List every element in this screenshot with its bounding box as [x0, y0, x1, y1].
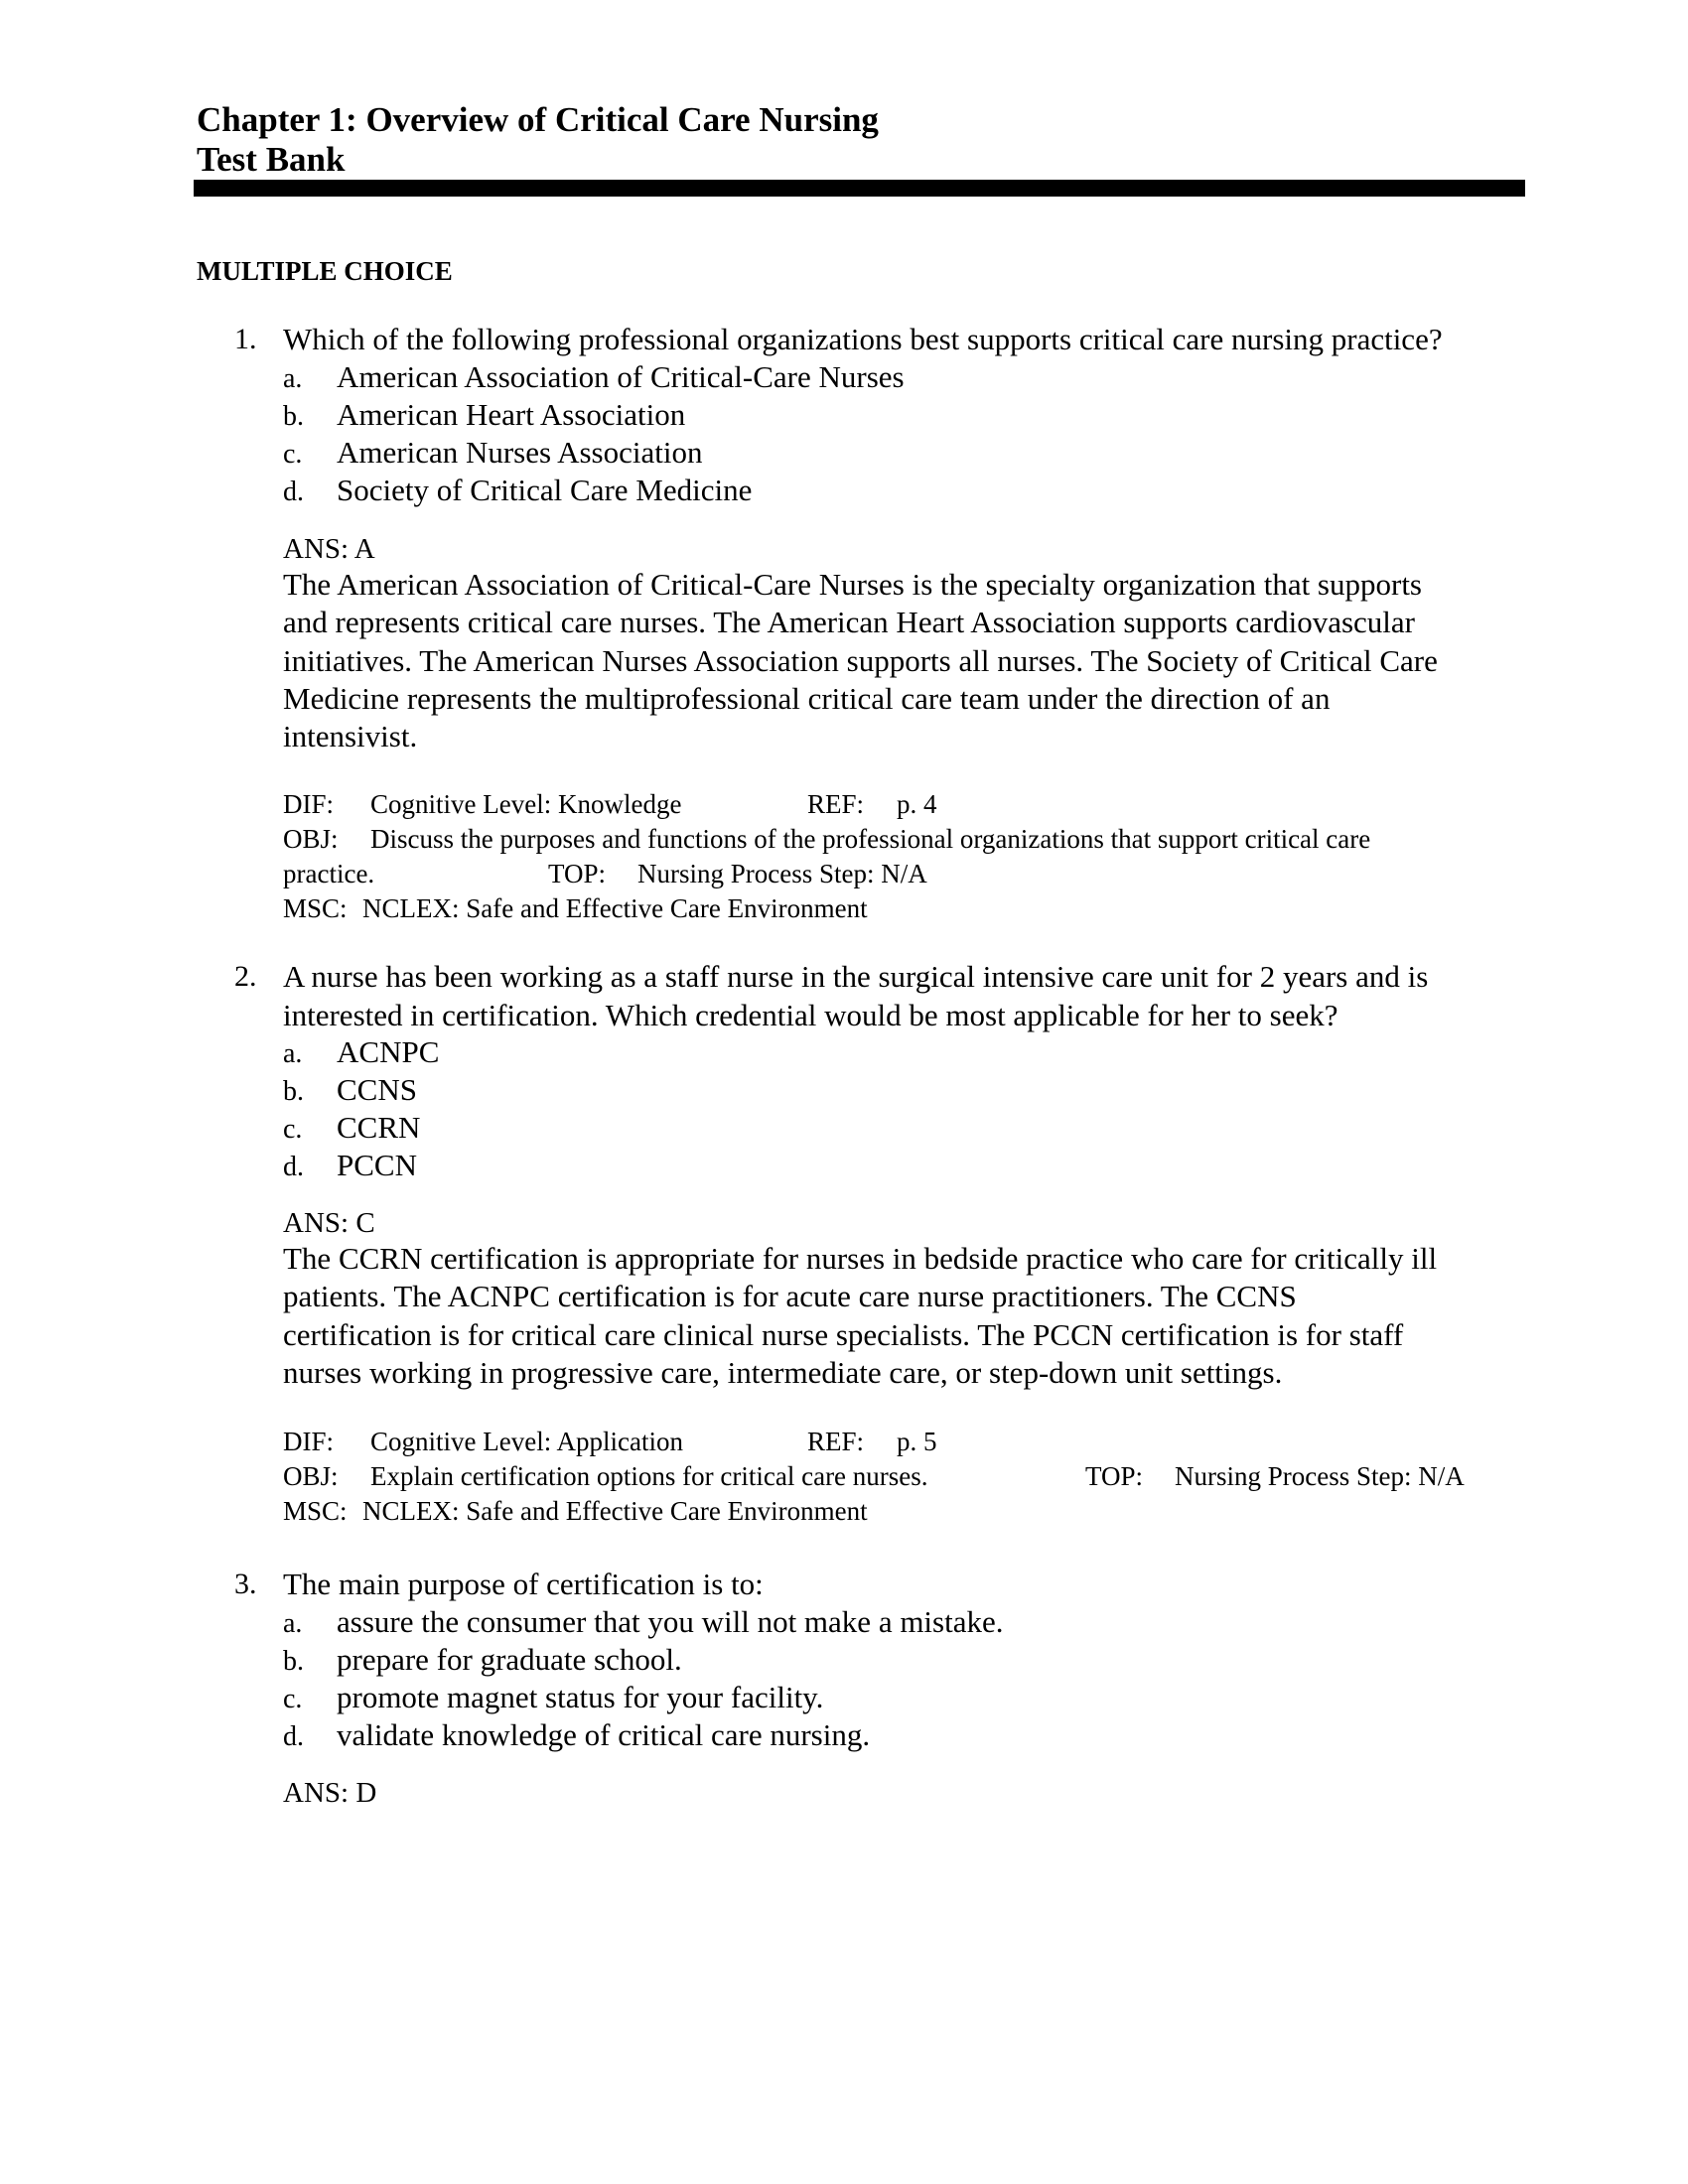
dif-label: DIF:	[283, 1427, 335, 1456]
msc-row	[283, 1494, 1534, 1529]
option-text: validate knowledge of critical care nursing.	[337, 1717, 871, 1752]
obj-row	[283, 1459, 1534, 1494]
option-text: assure the consumer that you will not make a mistake.	[337, 1604, 1004, 1639]
question-stem: Which of the following professional organizations best supports critical care nursing practice?	[283, 322, 1443, 356]
question-number: 3.	[234, 1568, 257, 1600]
option-c	[283, 434, 702, 474]
dif-value: Cognitive Level: Application	[370, 1427, 683, 1456]
rationale	[283, 566, 1524, 755]
option-a	[283, 1033, 439, 1073]
ref-label: REF:	[807, 1427, 865, 1456]
option-text: prepare for graduate school.	[337, 1642, 682, 1677]
obj-value: Discuss the purposes and functions of the professional organizations that support critical care	[370, 824, 1371, 854]
option-d	[283, 472, 752, 511]
option-c	[283, 1679, 823, 1718]
option-letter: d.	[283, 1152, 304, 1182]
option-d	[283, 1716, 870, 1756]
ref-label: REF:	[807, 789, 865, 819]
dif-row	[283, 1425, 1534, 1459]
option-text: American Nurses Association	[337, 435, 703, 470]
rationale-line: The CCRN certification is appropriate for nurses in bedside practice who care for critically ill	[283, 1241, 1438, 1276]
msc-label: MSC:	[283, 1496, 348, 1526]
rationale-line: patients. The ACNPC certification is for acute care nurse practitioners. The CCNS	[283, 1279, 1297, 1314]
top-label: TOP:	[1085, 1461, 1144, 1491]
rationale-line: certification is for critical care clinical nurse specialists. The PCCN certification is for staff	[283, 1316, 1404, 1352]
option-text: PCCN	[337, 1148, 417, 1182]
top-label: TOP:	[548, 859, 607, 888]
option-text: Society of Critical Care Medicine	[337, 473, 753, 507]
rationale-line: and represents critical care nurses. The American Heart Association supports cardiovascular	[283, 605, 1415, 640]
ref-value: p. 5	[897, 1427, 937, 1456]
stem-line: A nurse has been working as a staff nurse in the surgical intensive care unit for 2 years and is	[283, 959, 1429, 994]
test-bank-subtitle: Test Bank	[197, 140, 346, 179]
rationale-line: The American Association of Critical-Care Nurses is the specialty organization that supports	[283, 567, 1422, 602]
obj-row	[283, 822, 1534, 857]
option-letter: c.	[283, 1114, 303, 1145]
option-a	[283, 358, 905, 398]
msc-label: MSC:	[283, 893, 348, 923]
rationale	[283, 1240, 1524, 1392]
option-b	[283, 1071, 417, 1111]
header-divider	[194, 180, 1525, 197]
question-stem: The main purpose of certification is to:	[283, 1567, 764, 1601]
option-letter: b.	[283, 1076, 304, 1107]
option-text: American Association of Critical-Care Nurses	[337, 359, 905, 394]
dif-label: DIF:	[283, 789, 335, 819]
option-text: ACNPC	[337, 1034, 440, 1069]
obj-label: OBJ:	[283, 824, 339, 854]
answer-key: ANS: A	[283, 533, 375, 565]
option-text: CCNS	[337, 1072, 417, 1107]
question-metadata	[283, 787, 1534, 926]
option-letter: a.	[283, 1038, 303, 1069]
obj-top-row	[283, 857, 1534, 891]
obj-value-continued: practice.	[283, 859, 375, 888]
section-heading: MULTIPLE CHOICE	[197, 256, 453, 286]
option-text: American Heart Association	[337, 397, 686, 432]
top-value: Nursing Process Step: N/A	[637, 859, 927, 888]
ref-value: p. 4	[897, 789, 937, 819]
rationale-line: intensivist.	[283, 719, 418, 754]
option-text: promote magnet status for your facility.	[337, 1680, 824, 1714]
option-d	[283, 1147, 417, 1186]
option-a	[283, 1603, 1004, 1643]
option-letter: b.	[283, 1646, 304, 1677]
msc-value: NCLEX: Safe and Effective Care Environment	[362, 1496, 868, 1526]
question-metadata	[283, 1425, 1534, 1529]
chapter-title: Chapter 1: Overview of Critical Care Nursing	[197, 100, 879, 139]
stem-line: interested in certification. Which credential would be most applicable for her to seek?	[283, 997, 1338, 1032]
option-text: CCRN	[337, 1110, 421, 1145]
top-value: Nursing Process Step: N/A	[1175, 1461, 1465, 1491]
option-b	[283, 396, 685, 436]
option-letter: c.	[283, 1684, 303, 1714]
dif-value: Cognitive Level: Knowledge	[370, 789, 682, 819]
rationale-line: initiatives. The American Nurses Association supports all nurses. The Society of Critical Care	[283, 642, 1438, 678]
msc-row	[283, 891, 1534, 926]
option-letter: a.	[283, 363, 303, 394]
answer-key: ANS: D	[283, 1777, 377, 1809]
option-letter: d.	[283, 1721, 304, 1752]
option-b	[283, 1641, 682, 1681]
option-letter: a.	[283, 1608, 303, 1639]
option-letter: b.	[283, 401, 304, 432]
option-c	[283, 1109, 420, 1149]
option-letter: c.	[283, 439, 303, 470]
option-letter: d.	[283, 477, 304, 507]
dif-row	[283, 787, 1534, 822]
obj-value: Explain certification options for critical care nurses.	[370, 1461, 928, 1491]
answer-key: ANS: C	[283, 1207, 375, 1239]
rationale-line: Medicine represents the multiprofessional critical care team under the direction of an	[283, 680, 1331, 716]
question-number: 1.	[234, 323, 257, 355]
question-number: 2.	[234, 960, 257, 993]
msc-value: NCLEX: Safe and Effective Care Environment	[362, 893, 868, 923]
obj-label: OBJ:	[283, 1461, 339, 1491]
rationale-line: nurses working in progressive care, intermediate care, or step-down unit settings.	[283, 1354, 1283, 1390]
question-stem	[283, 958, 1524, 1034]
